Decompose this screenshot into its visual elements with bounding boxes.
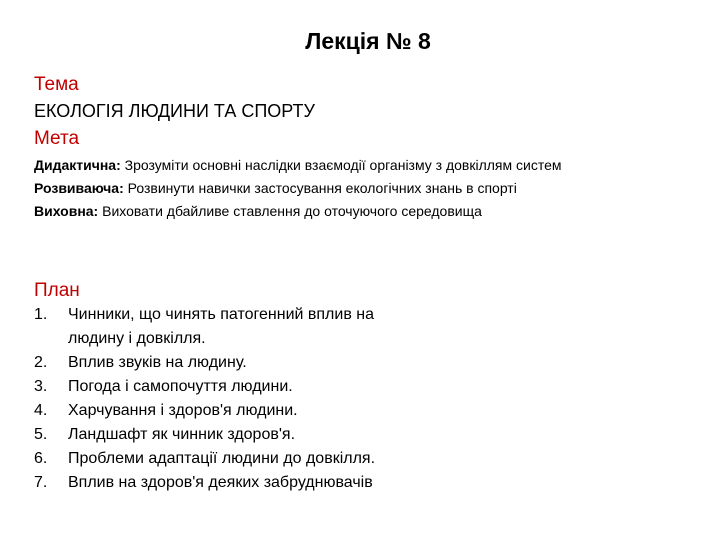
plan-item <box>34 474 373 492</box>
plan-number: 4. <box>34 402 48 419</box>
plan-text: Погода і самопочуття людини. <box>68 378 293 395</box>
plan-text: Чинники, що чинять патогенний вплив на <box>68 306 374 323</box>
topic-label: Тема <box>34 74 79 95</box>
plan-number: 2. <box>34 354 48 371</box>
objective-educational <box>34 203 482 219</box>
objective-text: Виховати дбайливе ставлення до оточуючого середовища <box>98 203 482 219</box>
objective-text: Зрозуміти основні наслідки взаємодії організму з довкіллям систем <box>120 157 562 173</box>
plan-number: 5. <box>34 426 48 443</box>
goal-label: Мета <box>34 128 80 149</box>
plan-item <box>34 354 247 372</box>
plan-item <box>34 402 298 420</box>
objective-label: Дидактична: <box>34 157 121 173</box>
plan-item <box>34 426 295 444</box>
plan-text: Харчування і здоров'я людини. <box>68 402 298 419</box>
plan-number: 1. <box>34 306 48 323</box>
objective-developing <box>34 180 517 196</box>
plan-text: Вплив звуків на людину. <box>68 354 247 371</box>
plan-text: Вплив на здоров'я деяких забруднювачів <box>68 474 373 491</box>
plan-item-continuation: людину і довкілля. <box>68 330 206 347</box>
plan-number: 6. <box>34 450 48 467</box>
objective-label: Розвиваюча: <box>34 180 124 196</box>
topic-text: ЕКОЛОГІЯ ЛЮДИНИ ТА СПОРТУ <box>34 101 315 121</box>
plan-item <box>34 378 293 396</box>
plan-number: 7. <box>34 474 48 491</box>
plan-number: 3. <box>34 378 48 395</box>
slide-title: Лекція № 8 <box>305 28 431 54</box>
plan-item <box>34 306 374 324</box>
plan-text: Проблеми адаптації людини до довкілля. <box>68 450 376 467</box>
plan-item <box>34 450 375 468</box>
plan-label: План <box>34 280 80 301</box>
objective-didactic <box>34 157 562 173</box>
objective-text: Розвинути навички застосування екологічних знань в спорті <box>123 180 517 196</box>
objective-label: Виховна: <box>34 203 99 219</box>
plan-text: Ландшафт як чинник здоров'я. <box>68 426 296 443</box>
